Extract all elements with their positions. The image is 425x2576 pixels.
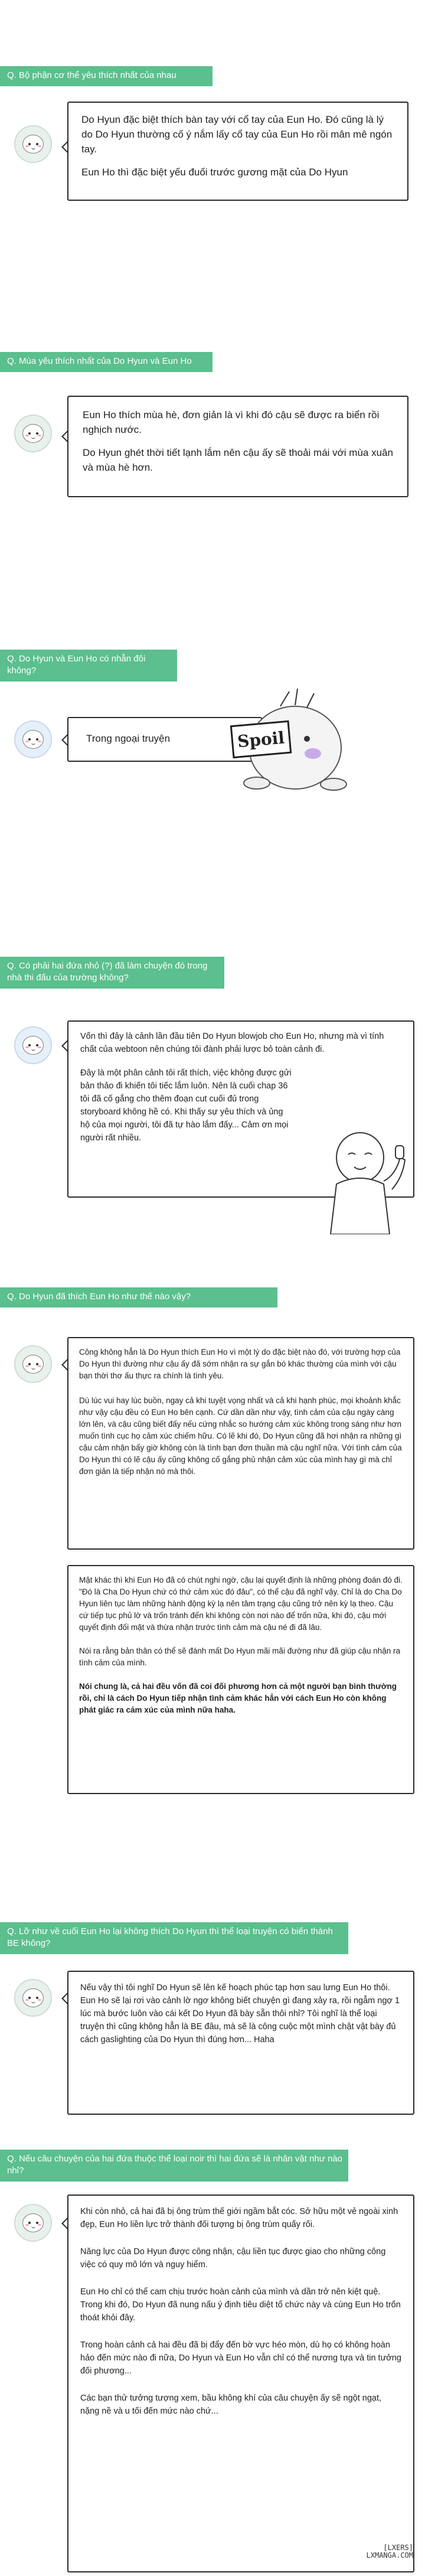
answer-text: Trong ngoại truyện (86, 733, 171, 744)
answer-paragraph: Khi còn nhỏ, cả hai đã bị ông trùm thế giới ngầm bắt cóc. Sở hữu một vẻ ngoài xinh đẹp, Eun Ho liền lực trở thành đối tượng bị ông trùm quấy rối. (80, 2207, 398, 2229)
question-banner: Q. Lỡ như về cuối Eun Ho lại không thích Do Hyun thì thể loại truyện có biến thành BE không? (0, 1922, 348, 1954)
answer-box (67, 396, 408, 497)
answer-paragraph: Dù lúc vui hay lúc buồn, ngay cả khi tuyệt vọng nhất và cả khi hạnh phúc, mọi khoảnh khắc như vậy cậu đều có Eun Ho bên cạnh. Cứ dần dần như vậy, tình cảm của cậu ngày càng lớn lên, và cậu cũng biết đấy nếu cứng nhắc so hướng cảm xúc không trong sáng như hơn muốn tình cục họ cảm xúc chiếm hữu. Có lẽ khi đó, Do Hyun cũng đã hơi nhận ra những gì cậu cảm nhận bấy giờ không còn là tình bạn đơn thuần mà cậu nghĩ nữa. Với tình cảm của Do Hyun thì có lẽ cậu ấy cũng không cố gắng phủ nhận cảm xúc của mình hay gì mà chỉ đơn giản là tiếp nhận nó mà thôi. (79, 1396, 402, 1476)
answer-paragraph: Do Hyun đặc biệt thích bàn tay với cổ tay của Eun Ho. Đó cũng là lý do Do Hyun thường cố ý nắm lấy cổ tay của Eun Ho rồi mân mê ngón tay. (81, 114, 393, 155)
site-watermark (367, 2544, 413, 2559)
answer-paragraph: Nếu vậy thì tôi nghĩ Do Hyun sẽ lên kế hoạch phúc tạp hơn sau lưng Eun Ho thôi. Eun Ho sẽ lại rơi vào cảnh lờ ngơ không biết chuyện gì đang xảy ra, rồi ngẫm ngợ 1 lúc mà bước luôn vào cái kết Do Hyun đã bày sẵn thôi nhỉ? Tôi nghĩ là thể loại truyện thì cũng không hẳn là BE đâu, mà sẽ là công cuộc một mình chật vật bày đủ cách gaslighting của Do Hyun thì đúng hơn... Haha (80, 1983, 400, 2045)
answer-paragraph-emphasis: Nói chung là, cả hai đều vốn đã coi đối phương hơn cả một người bạn bình thường rồi, chỉ là cách Do Hyun tiếp nhận tình cảm khác hẳn với cách Eun Ho còn không phát giác ra cảm xúc của mình nữa haha. (79, 1682, 397, 1714)
qa-section-noir-genre (0, 2150, 425, 2576)
answer-paragraph: Eun Ho thì đặc biệt yếu đuối trước gương mặt của Do Hyun (81, 167, 348, 178)
answer-paragraph: Các bạn thử tưởng tượng xem, bầu không khí của câu chuyện ấy sẽ ngột ngạt, nặng nề và u tối đến mức nào chứ... (80, 2394, 382, 2416)
qa-section-how-he-liked (0, 1287, 425, 1902)
watermark-line: [LXERS] (383, 2544, 413, 2552)
character-avatar-icon (14, 1979, 52, 2017)
question-banner: Q. Có phải hai đứa nhỏ (?) đã làm chuyện đó trong nhà thi đấu của trường không? (0, 957, 224, 989)
answer-paragraph: Eun Ho thích mùa hè, đơn giản là vì khi đó cậu sẽ được ra biển rồi nghịch nước. (83, 409, 380, 435)
qa-section-bad-ending (0, 1922, 425, 2147)
answer-box (67, 1565, 414, 1794)
spoil-sign-label: Spoil (236, 728, 286, 751)
qa-section-gym-scene (0, 957, 425, 1240)
character-avatar-icon (14, 1345, 52, 1383)
character-avatar-icon (14, 125, 52, 163)
question-banner: Q. Do Hyun và Eun Ho có nhẫn đôi không? (0, 650, 177, 682)
question-banner: Q. Do Hyun đã thích Eun Ho như thế nào vậy? (0, 1287, 277, 1307)
character-avatar-icon (14, 2204, 52, 2242)
question-banner: Q. Mùa yêu thích nhất của Do Hyun và Eun Ho (0, 352, 212, 372)
answer-paragraph: Nói ra rằng bản thân có thể sẽ đánh mất Do Hyun mãi mãi đường như đã giúp cậu nhận ra tình cảm của mình. (79, 1646, 401, 1667)
question-banner: Q. Bộ phận cơ thể yêu thích nhất của nhau (0, 66, 212, 86)
character-avatar-icon (14, 720, 52, 758)
qa-section-favorite-season (0, 331, 425, 526)
answer-paragraph: Trong hoàn cảnh cả hai đều đã bị đẩy đến bờ vực héo mòn, dù họ có không hoàn hảo đến mức nào đi nữa, Do Hyun và Eun Ho vẫn chỉ có thể nương tựa và tin tưởng đối phương... (80, 2340, 401, 2376)
watermark-line: LXMANGA.COM (366, 2551, 413, 2559)
answer-paragraph: Đây là một phân cảnh tôi rất thích, việc không được gửi bản thảo đi khiến tôi tiếc lắm luôn. Nên là cuối chap 36 tôi đã cố gắng cho thêm đoạn cut cuối đủ trong storyboard không hề có. Khi thấy sự yêu thích và ủng hộ của mọi người, tôi đã tự hào lắm đấy... Cảm ơn mọi người rất nhiều. (80, 1068, 292, 1143)
qa-section-couple-rings (0, 650, 425, 827)
character-avatar-icon (14, 1026, 52, 1064)
answer-paragraph: Do Hyun ghét thời tiết lạnh lắm nên cậu ấy sẽ thoải mái với mùa xuân và mùa hè hơn. (83, 447, 393, 473)
thumbs-up-character-illustration (313, 1128, 413, 1234)
qa-section-favorite-body-part (0, 0, 425, 201)
answer-paragraph: Công không hẳn là Do Hyun thích Eun Ho vì một lý do đặc biệt nào đó, với trường hợp của Do Hyun thì đường như cậu ấy đã sớm nhận ra sự gắn bó khác thường của mình với cậu bạn thời thơ ấu thực ra chính là tình yêu. (79, 1348, 401, 1380)
answer-box (67, 2195, 414, 2572)
answer-paragraph: Eun Ho chỉ có thể cam chịu trước hoàn cảnh của mình và dần trở nên kiệt quệ. Trong khi đó, Do Hyun đã nung nấu ý định tiêu diệt tổ chức này và cùng Eun Ho trốn thoát khỏi đây. (80, 2287, 401, 2323)
character-avatar-icon (14, 415, 52, 452)
answer-paragraph: Năng lực của Do Hyun được công nhận, cậu liền tục được giao cho những công việc có quy mô lớn và nguy hiểm. (80, 2247, 386, 2270)
answer-box (67, 1971, 414, 2115)
question-banner: Q. Nếu câu chuyện của hai đứa thuộc thể loại noir thì hai đứa sẽ là nhân vật như nào nhỉ? (0, 2150, 348, 2182)
answer-paragraph: Vốn thì đây là cảnh lần đầu tiên Do Hyun blowjob cho Eun Ho, nhưng mà vì tính chất của webtoon nên chúng tôi đành phải lược bỏ toàn cảnh đi. (80, 1032, 384, 1054)
spoil-sign (230, 720, 292, 759)
answer-paragraph: Mặt khác thì khi Eun Ho đã có chút nghi ngờ, cậu lại quyết định là những phòng đoán đó đi. "Đó là Cha Do Hyun chứ có thứ cảm xúc đó đâu", có thể cậu đã nghĩ vậy. Chỉ là do Cha Do Hyun liên tục làm những hành động kỳ lạ nên tâm trạng cậu cũng trở nên kỳ lạ theo. Cậu cứ tiếp tục phủ lờ và trốn tránh đến khi không còn nơi nào để trốn nữa, khi đó, cậu mới quyết định đối mặt và thừa nhận trước tình cảm mà cậu né đi đã lâu. (79, 1576, 403, 1632)
answer-box (67, 102, 408, 201)
answer-box (67, 1337, 414, 1550)
